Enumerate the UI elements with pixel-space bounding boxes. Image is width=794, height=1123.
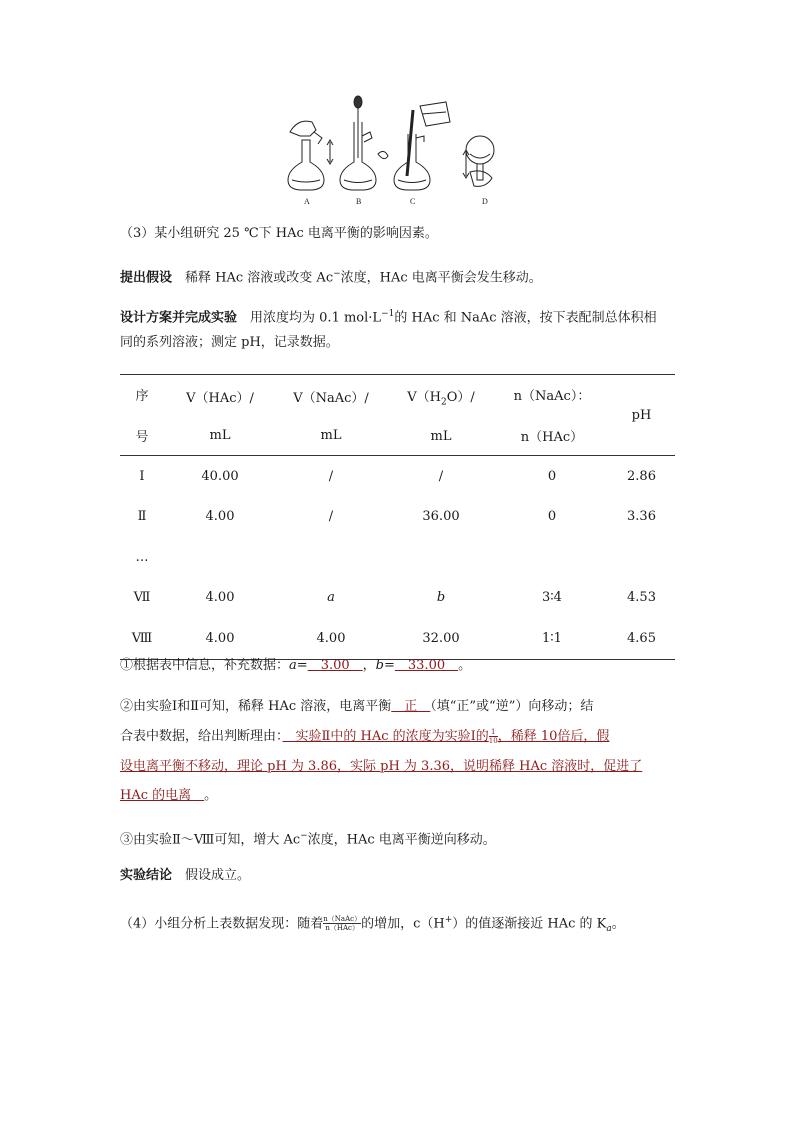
apparatus-figure — [270, 92, 520, 210]
fraction-one-tenth: $\frac{1}{10}$ — [488, 728, 498, 745]
flask-b-drawing — [340, 96, 388, 190]
figure-label-d: D — [482, 197, 488, 206]
question-3: ③由实验Ⅱ～Ⅷ可知，增大 Ac−浓度，HAc 电离平衡逆向移动。 — [120, 831, 496, 848]
design-line-1 — [120, 304, 657, 328]
cell-v-naac — [276, 537, 386, 578]
flask-a-drawing — [288, 121, 333, 190]
design-text-pre: 用浓度均为 0.1 mol·L — [250, 310, 382, 326]
table-row — [120, 578, 675, 619]
hypothesis-text-post: 浓度，HAc 电离平衡会发生移动。 — [340, 270, 542, 286]
cell-v-naac: / — [328, 468, 334, 484]
cell-v-hac: 4.00 — [205, 590, 235, 606]
answer-a: 3.00 — [307, 658, 363, 673]
cell-v-h2o: 36.00 — [422, 509, 460, 525]
cell-ratio: 0 — [547, 468, 557, 484]
figure-label-a: A — [304, 197, 310, 206]
cell-v-h2o — [386, 537, 496, 578]
figure-label-c: C — [410, 197, 416, 206]
table-row — [120, 456, 675, 497]
table-header-row — [120, 375, 675, 456]
question-2-line-4: HAc 的电离 。 — [120, 788, 218, 803]
cell-seq: Ⅷ — [131, 630, 153, 646]
flask-d-drawing — [463, 136, 494, 186]
cell-v-naac: 4.00 — [316, 630, 346, 646]
header-v-h2o: $V(H_2O)/$ mL — [407, 389, 475, 445]
part3-intro: （3）某小组研究 25 ℃下 HAc 电离平衡的影响因素。 — [120, 226, 438, 241]
design-sup: −1 — [381, 309, 395, 319]
question-2-line-3: 设电离平衡不移动，理论 pH 为 3.86，实际 pH 为 3.36，说明稀释 HAc 溶液时，促进了 — [120, 759, 643, 774]
cell-seq: Ⅰ — [139, 468, 145, 484]
part4-line: （4）小组分析上表数据发现：随着 $\frac{\text{n（NaAc）}}{\text{n（HAc）}}$ 的增加，c（H+）的值逐渐接近 HAc 的 $K_a$。 — [120, 915, 625, 934]
design-line-2: 同的系列溶液；测定 pH，记录数据。 — [120, 335, 339, 350]
cell-ph — [608, 537, 675, 578]
flask-c-drawing — [394, 102, 450, 190]
hypothesis-line — [120, 264, 542, 288]
conclusion-text: 假设成立。 — [185, 868, 251, 883]
fraction-naac-hac: $\frac{\text{n（NaAc）}}{\text{n（HAc）}}$ — [323, 915, 362, 933]
cell-ph: 2.86 — [627, 468, 656, 484]
answer-direction: 正 — [391, 699, 431, 714]
conclusion-line — [120, 866, 250, 886]
header-v-hac: V（HAc）/ mL — [186, 391, 254, 443]
answer-reason-end: HAc 的电离 — [120, 788, 205, 803]
design-label: 设计方案并完成实验 — [120, 310, 238, 326]
conclusion-label: 实验结论 — [120, 868, 173, 883]
cell-v-naac: / — [328, 509, 334, 525]
cell-ratio: 3∶4 — [542, 590, 562, 606]
header-v-naac: V（NaAc）/ mL — [293, 391, 369, 443]
figure-label-b: B — [356, 197, 362, 206]
cell-ph: 3.36 — [627, 509, 656, 525]
table-row — [120, 497, 675, 538]
table-row — [120, 618, 675, 659]
question-1: ①根据表中信息，补充数据：a= 3.00 ，b= 33.00 。 — [120, 658, 472, 673]
answer-reason-2: ，稀释 10倍后，假 — [497, 729, 610, 744]
data-table — [120, 374, 675, 660]
answer-b: 33.00 — [394, 658, 459, 673]
cell-v-h2o: 32.00 — [422, 630, 460, 646]
table-row — [120, 537, 675, 578]
question-2-line-1: ②由实验Ⅰ和Ⅱ可知，稀释 HAc 溶液，电离平衡 正 （填“正”或“逆”）向移动；结 — [120, 699, 594, 714]
cell-v-hac — [164, 537, 276, 578]
cell-v-hac: 4.00 — [205, 509, 235, 525]
header-ph: pH — [631, 407, 652, 423]
cell-seq: Ⅶ — [133, 590, 151, 606]
cell-v-h2o: / — [438, 468, 444, 484]
hypothesis-text-pre: 稀释 HAc 溶液或改变 Ac — [185, 270, 334, 286]
cell-ratio — [496, 537, 608, 578]
header-seq: 序 号 — [135, 389, 149, 445]
question-2-line-2: 合表中数据，给出判断理由： 实验Ⅱ中的 HAc 的浓度为实验Ⅰ的 $\frac{1}{10}$ ，稀释 10倍后，假 — [120, 728, 610, 745]
cell-ratio: 0 — [547, 509, 557, 525]
hypothesis-sup: − — [333, 269, 341, 279]
cell-v-h2o: b — [436, 590, 446, 606]
answer-reason-1: 实验Ⅱ中的 HAc 的浓度为实验Ⅰ的 — [282, 729, 489, 744]
cell-ph: 4.53 — [627, 590, 656, 606]
cell-seq: … — [135, 549, 149, 565]
cell-v-hac: 4.00 — [205, 630, 235, 646]
cell-seq: Ⅱ — [137, 509, 147, 525]
cell-ph: 4.65 — [627, 630, 656, 646]
cell-v-naac: a — [327, 590, 335, 606]
header-ratio: n（NaAc）： n（HAc） — [513, 389, 591, 445]
hypothesis-label: 提出假设 — [120, 270, 173, 286]
design-text-post: 的 HAc 和 NaAc 溶液，按下表配制总体积相 — [394, 310, 657, 326]
cell-ratio: 1∶1 — [542, 630, 562, 646]
cell-v-hac: 40.00 — [201, 468, 239, 484]
